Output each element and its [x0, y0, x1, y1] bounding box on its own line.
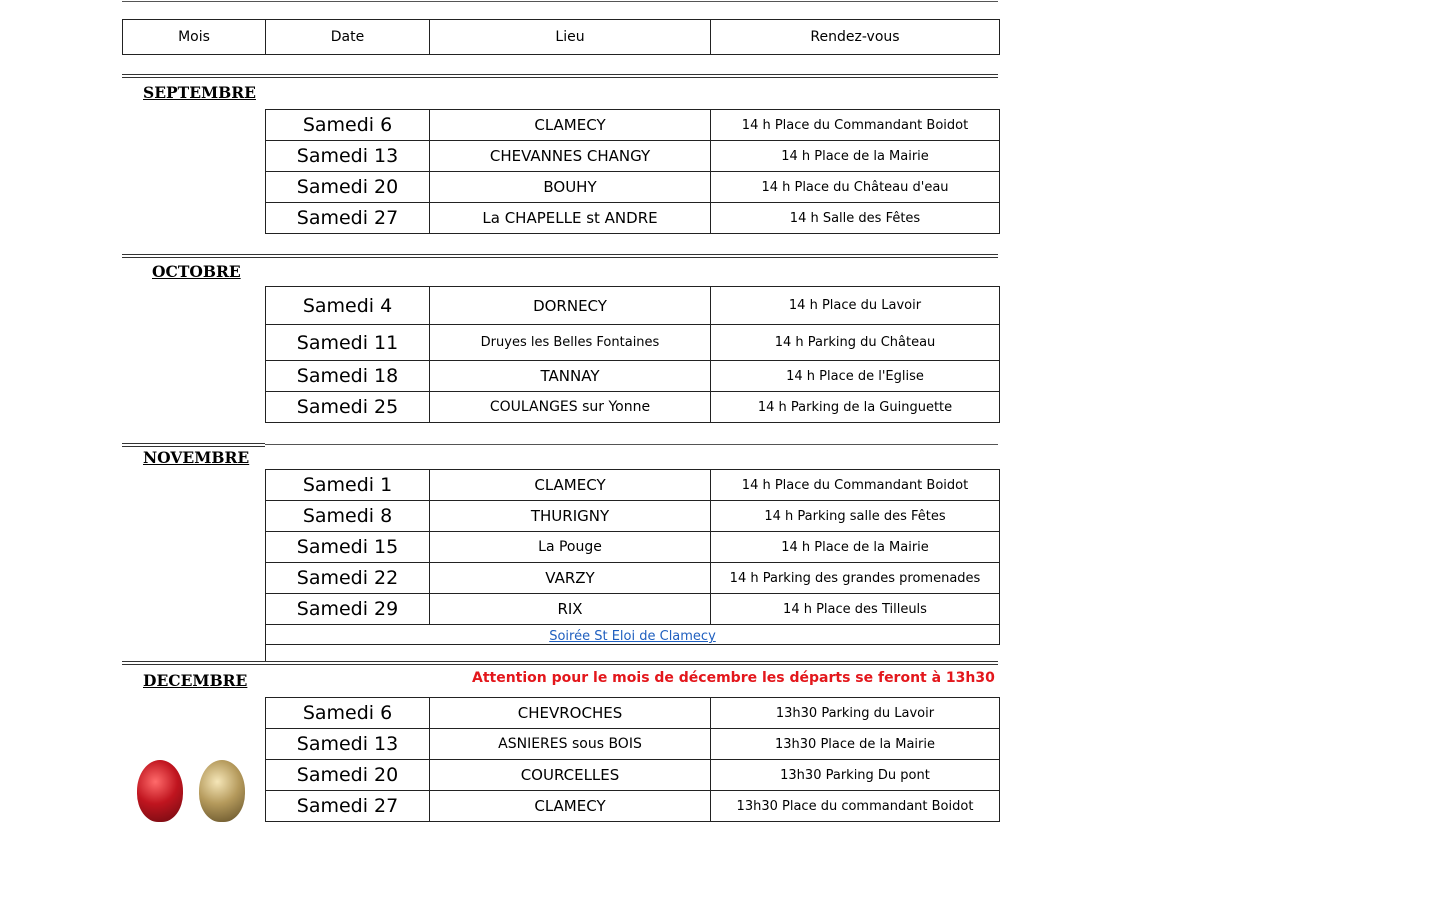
spacer-row [266, 645, 1000, 661]
month-title-decembre: DECEMBRE [143, 671, 248, 690]
lieu-cell: COULANGES sur Yonne [430, 392, 711, 423]
lieu-cell: CLAMECY [430, 110, 711, 141]
month-title-septembre: SEPTEMBRE [143, 83, 256, 102]
date-cell: Samedi 18 [266, 361, 430, 392]
header-date: Date [266, 20, 430, 55]
lieu-cell: THURIGNY [430, 501, 711, 532]
lieu-cell: La Pouge [430, 532, 711, 563]
december-notice: Attention pour le mois de décembre les départs se feront à 13h30 [472, 670, 995, 686]
date-cell: Samedi 20 [266, 172, 430, 203]
rdv-cell: 14 h Salle des Fêtes [711, 203, 1000, 234]
header-rendezvous: Rendez-vous [711, 20, 1000, 55]
rdv-cell: 13h30 Parking Du pont [711, 760, 1000, 791]
header-mois: Mois [123, 20, 266, 55]
table-row [266, 325, 1000, 361]
lieu-cell: COURCELLES [430, 760, 711, 791]
date-cell: Samedi 6 [266, 110, 430, 141]
lieu-cell: CLAMECY [430, 791, 711, 822]
rdv-cell: 14 h Place de la Mairie [711, 141, 1000, 172]
event-row [266, 625, 1000, 645]
rdv-cell: 14 h Place de la Mairie [711, 532, 1000, 563]
rdv-cell: 14 h Place du Commandant Boidot [711, 110, 1000, 141]
rdv-cell: 14 h Parking du Château [711, 325, 1000, 361]
lieu-cell: DORNECY [430, 287, 711, 325]
section-divider [265, 444, 998, 445]
schedule-table-novembre [265, 469, 1000, 661]
rdv-cell: 14 h Place du Lavoir [711, 287, 1000, 325]
header-lieu: Lieu [430, 20, 711, 55]
date-cell: Samedi 13 [266, 729, 430, 760]
rdv-cell: 14 h Parking salle des Fêtes [711, 501, 1000, 532]
table-row [266, 110, 1000, 141]
date-cell: Samedi 15 [266, 532, 430, 563]
table-row [266, 594, 1000, 625]
date-cell: Samedi 1 [266, 470, 430, 501]
date-cell: Samedi 20 [266, 760, 430, 791]
table-row [266, 532, 1000, 563]
schedule-table-decembre [265, 697, 1000, 822]
table-row [266, 392, 1000, 423]
event-cell [266, 625, 1000, 645]
lieu-cell: RIX [430, 594, 711, 625]
table-row [266, 501, 1000, 532]
table-row [266, 141, 1000, 172]
table-row [266, 791, 1000, 822]
lieu-cell: BOUHY [430, 172, 711, 203]
lieu-cell: CLAMECY [430, 470, 711, 501]
lieu-cell: TANNAY [430, 361, 711, 392]
rdv-cell: 14 h Place du Commandant Boidot [711, 470, 1000, 501]
month-title-novembre: NOVEMBRE [143, 448, 250, 467]
table-row [266, 203, 1000, 234]
lieu-cell: CHEVROCHES [430, 698, 711, 729]
spacer-cell [266, 645, 1000, 661]
section-divider [122, 254, 998, 258]
header-row [123, 20, 1000, 55]
date-cell: Samedi 22 [266, 563, 430, 594]
soiree-st-eloi-link[interactable]: Soirée St Eloi de Clamecy [549, 629, 716, 644]
table-row [266, 470, 1000, 501]
rdv-cell: 14 h Parking des grandes promenades [711, 563, 1000, 594]
section-divider [122, 661, 998, 665]
section-divider [122, 74, 998, 78]
table-row [266, 760, 1000, 791]
rdv-cell: 14 h Place de l'Eglise [711, 361, 1000, 392]
header-table [122, 19, 1000, 55]
lieu-cell: CHEVANNES CHANGY [430, 141, 711, 172]
month-title-octobre: OCTOBRE [152, 262, 241, 281]
red-ornament-icon [137, 760, 183, 822]
lieu-cell: La CHAPELLE st ANDRE [430, 203, 711, 234]
date-cell: Samedi 27 [266, 203, 430, 234]
date-cell: Samedi 8 [266, 501, 430, 532]
schedule-table-octobre [265, 286, 1000, 423]
table-row [266, 729, 1000, 760]
lieu-cell: Druyes les Belles Fontaines [430, 325, 711, 361]
date-cell: Samedi 11 [266, 325, 430, 361]
lieu-cell: VARZY [430, 563, 711, 594]
table-row [266, 361, 1000, 392]
rdv-cell: 13h30 Place du commandant Boidot [711, 791, 1000, 822]
date-cell: Samedi 4 [266, 287, 430, 325]
table-row [266, 563, 1000, 594]
date-cell: Samedi 25 [266, 392, 430, 423]
date-cell: Samedi 29 [266, 594, 430, 625]
table-row [266, 287, 1000, 325]
table-row [266, 172, 1000, 203]
date-cell: Samedi 27 [266, 791, 430, 822]
schedule-table-septembre [265, 109, 1000, 234]
rdv-cell: 13h30 Parking du Lavoir [711, 698, 1000, 729]
rdv-cell: 14 h Place des Tilleuls [711, 594, 1000, 625]
gold-ornament-icon [199, 760, 245, 822]
top-rule [122, 1, 998, 2]
date-cell: Samedi 6 [266, 698, 430, 729]
section-divider [122, 443, 265, 447]
rdv-cell: 14 h Parking de la Guinguette [711, 392, 1000, 423]
rdv-cell: 13h30 Place de la Mairie [711, 729, 1000, 760]
rdv-cell: 14 h Place du Château d'eau [711, 172, 1000, 203]
lieu-cell: ASNIERES sous BOIS [430, 729, 711, 760]
table-row [266, 698, 1000, 729]
date-cell: Samedi 13 [266, 141, 430, 172]
